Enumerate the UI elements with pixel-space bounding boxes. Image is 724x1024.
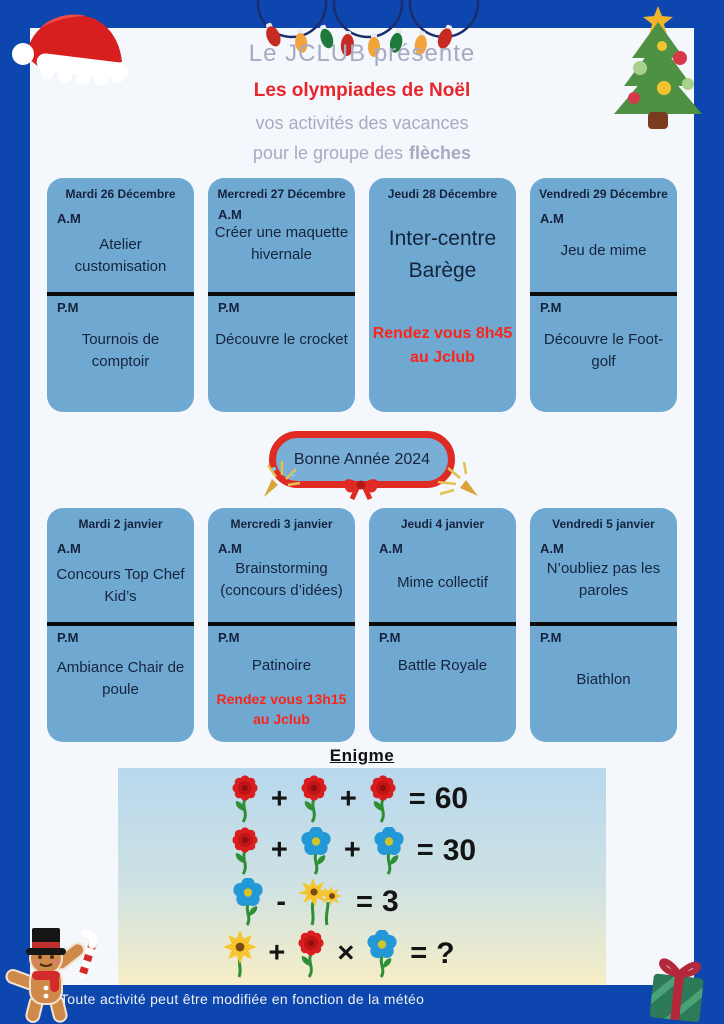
pm-label: P.M [57,300,79,315]
gingerbread-man-icon [0,924,106,1024]
am-activity: Atelier customisation [74,236,167,275]
club-title: Le JCLUB présente [248,40,476,67]
pm-activity: Biathlon [576,671,631,688]
december-cards-row [47,178,677,412]
red-flower-icon [228,827,262,875]
pm-label: P.M [218,630,240,645]
card-date: Mercredi 3 janvier [230,517,333,531]
am-label: A.M [540,541,564,556]
pm-activity: Découvre le Foot-golf [543,331,664,370]
weather-disclaimer: Toute activité peut être modifiée en fonction de la météo [60,991,425,1007]
equals-sign: = [408,782,426,815]
january-cards-row [47,508,677,742]
party-popper-right-icon [430,460,482,500]
enigma-row-1 [104,775,592,823]
card-mardi-26-decembre [47,178,194,412]
am-label: A.M [379,541,403,556]
card-date: Jeudi 28 Décembre [387,187,498,201]
pm-label: P.M [379,630,401,645]
card-date: Mardi 2 janvier [78,517,163,531]
gift-box-icon [638,942,718,1024]
card-date: Mercredi 27 Décembre [217,187,346,201]
equation-result: 3 [381,885,399,919]
pm-label: P.M [57,630,79,645]
red-bow-icon [338,472,384,500]
group-name: flèches [409,143,472,163]
am-label: A.M [218,207,242,222]
card-date: Vendredi 29 Décembre [539,187,668,201]
card-vendredi-5-janvier [530,508,677,742]
group-line-prefix: pour le groupe des [252,143,404,163]
card-mardi-2-janvier [47,508,194,742]
red-flower-icon [297,775,331,823]
card-date: Mardi 26 Décembre [65,187,176,201]
banner-text: Bonne Année 2024 [293,450,431,468]
party-popper-left-icon [258,455,304,501]
am-activity: Créer une maquette hivernale [214,224,349,263]
enigma-puzzle [118,768,606,985]
meeting-note: Rendez vous 8h45 au Jclub [372,325,513,366]
pm-activity: Tournois de comptoir [81,331,160,370]
enigma-row-3 [70,878,558,926]
enigma-row-4 [94,930,582,978]
enigma-row-2 [108,827,596,875]
minus-operator: - [276,885,287,918]
card-mercredi-3-janvier [208,508,355,742]
main-activity: Inter-centre Barège [388,227,497,282]
red-flower-icon [294,930,328,978]
meeting-note: Rendez vous 13h15 au Jclub [216,690,347,728]
equation-result: 30 [442,833,477,867]
poster-header [0,40,724,164]
pm-activity: Patinoire [251,657,312,674]
am-label: A.M [218,541,242,556]
subtitle-line: vos activités des vacances [255,113,469,133]
group-line [0,143,724,164]
red-flower-icon [366,775,400,823]
am-activity: N’oubliez pas les paroles [546,560,661,599]
yellow-flower-pair-icon [295,878,347,926]
enigma-title: Enigme [329,746,395,765]
am-activity: Mime collectif [397,574,488,591]
am-label: A.M [57,211,81,226]
pm-label: P.M [540,300,562,315]
card-mercredi-27-decembre [208,178,355,412]
red-flower-icon [228,775,262,823]
am-activity: Brainstorming (concours d’idées) [220,560,343,599]
equation-result: 60 [434,782,469,816]
card-date: Jeudi 4 janvier [400,517,485,531]
plus-operator: + [270,834,288,867]
card-jeudi-28-decembre [369,178,516,412]
equals-sign: = [416,834,434,867]
times-operator: × [337,937,355,970]
blue-flower-icon [363,930,401,978]
plus-operator: + [339,782,357,815]
card-date: Vendredi 5 janvier [552,517,655,531]
pm-activity: Ambiance Chair de poule [56,659,185,698]
am-label: A.M [57,541,81,556]
card-jeudi-4-janvier [369,508,516,742]
am-activity: Concours Top Chef Kid’s [56,566,185,605]
pm-label: P.M [540,630,562,645]
pm-label: P.M [218,300,240,315]
yellow-flower-icon [221,930,259,978]
equals-sign: = [356,885,373,918]
card-vendredi-29-decembre [530,178,677,412]
pm-activity: Découvre le crocket [215,331,348,348]
blue-flower-icon [229,878,267,926]
equation-result: ? [436,936,455,970]
event-title: Les olympiades de Noël [253,80,471,101]
blue-flower-icon [370,827,408,875]
am-label: A.M [540,211,564,226]
am-activity: Jeu de mime [560,242,647,259]
plus-operator: + [268,937,286,970]
pm-activity: Battle Royale [397,657,488,674]
blue-flower-icon [297,827,335,875]
plus-operator: + [343,834,361,867]
plus-operator: + [270,782,288,815]
equals-sign: = [410,937,428,970]
